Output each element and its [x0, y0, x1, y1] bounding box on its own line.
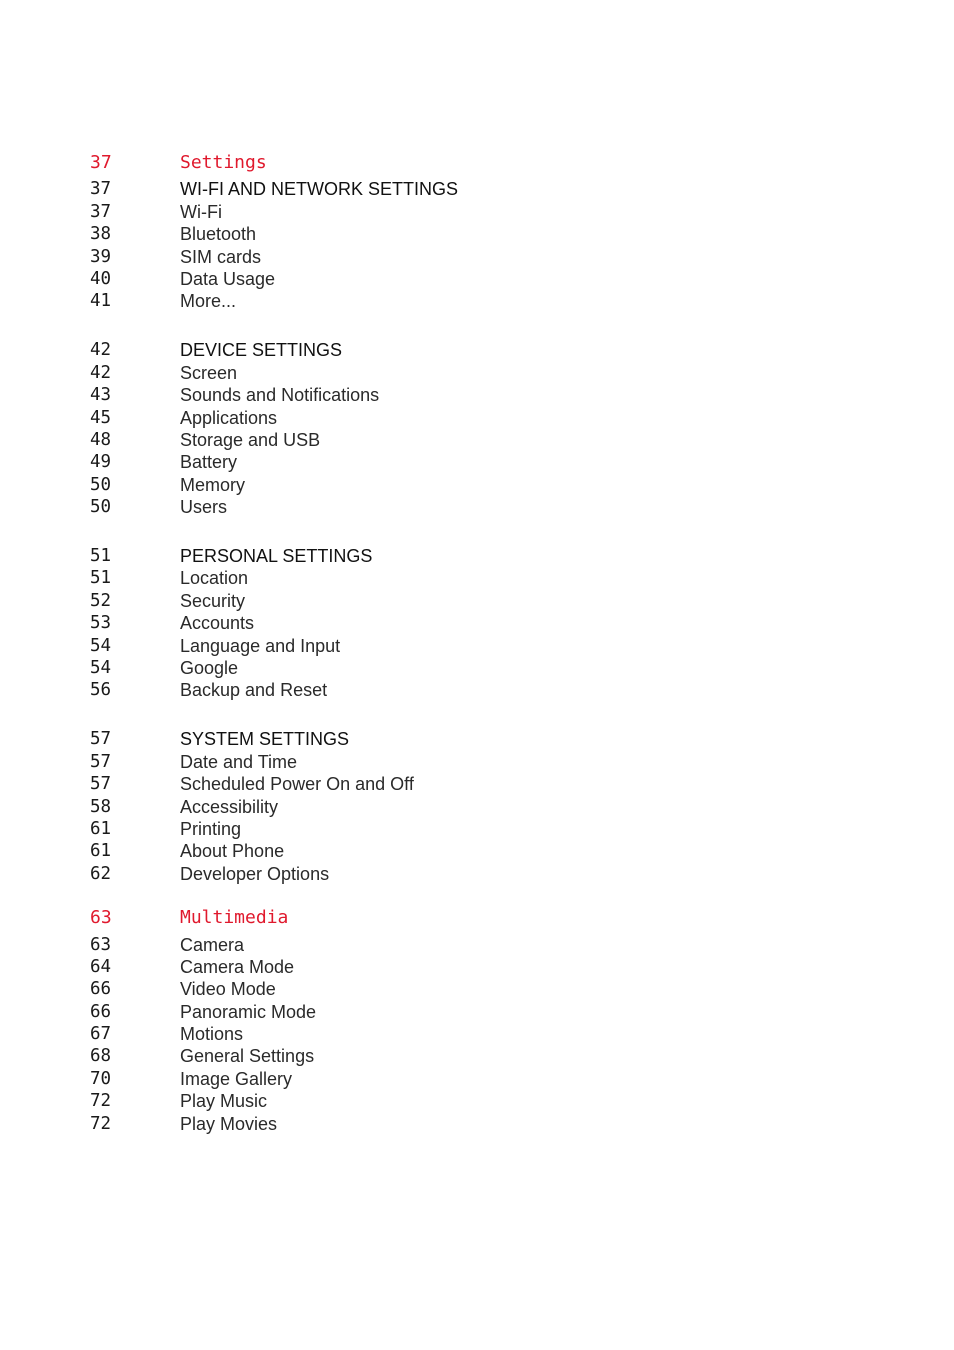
entry-title: About Phone — [180, 841, 285, 862]
entry-page-number: 58 — [90, 796, 112, 817]
entry-page-number: 43 — [90, 385, 112, 406]
toc-section — [90, 728, 890, 885]
toc-entry[interactable] — [90, 590, 890, 612]
section-page-number: 37 — [90, 179, 112, 200]
entry-page-number: 52 — [90, 590, 112, 611]
toc-entry[interactable] — [90, 246, 890, 268]
section-title: DEVICE SETTINGS — [180, 340, 343, 361]
entry-title: Panoramic Mode — [180, 1001, 317, 1022]
entry-page-number: 48 — [90, 429, 112, 450]
section-heading[interactable] — [90, 178, 890, 200]
entry-title: Play Movies — [180, 1113, 278, 1134]
toc-entry[interactable] — [90, 1023, 890, 1045]
entry-title: Date and Time — [180, 751, 298, 772]
chapter-title: Multimedia — [180, 907, 289, 929]
entry-title: Location — [180, 568, 249, 589]
toc-entry[interactable] — [90, 451, 890, 473]
entry-title: Image Gallery — [180, 1068, 293, 1089]
section-page-number: 42 — [90, 340, 112, 361]
entry-title: General Settings — [180, 1046, 315, 1067]
entry-page-number: 68 — [90, 1046, 112, 1067]
entry-title: Wi-Fi — [180, 201, 222, 222]
entry-title: Applications — [180, 407, 278, 428]
toc-entry[interactable] — [90, 362, 890, 384]
entry-title: Memory — [180, 474, 246, 495]
entry-page-number: 66 — [90, 1001, 112, 1022]
entry-title: Video Mode — [180, 979, 276, 1000]
entry-page-number: 57 — [90, 774, 112, 795]
toc-entry[interactable] — [90, 934, 890, 956]
entry-title: Language and Input — [180, 635, 341, 656]
entry-page-number: 72 — [90, 1113, 112, 1134]
toc-entry[interactable] — [90, 1113, 890, 1135]
entry-page-number: 51 — [90, 568, 112, 589]
toc-section — [90, 339, 890, 518]
chapter-heading[interactable] — [90, 152, 890, 174]
entry-page-number: 63 — [90, 934, 112, 955]
toc-entry[interactable] — [90, 679, 890, 701]
entry-page-number: 61 — [90, 818, 112, 839]
entry-page-number: 54 — [90, 658, 112, 678]
toc-entry[interactable] — [90, 1045, 890, 1067]
toc-entry[interactable] — [90, 612, 890, 634]
toc-entry[interactable] — [90, 1001, 890, 1023]
entry-title: Sounds and Notifications — [180, 385, 380, 406]
entry-page-number: 50 — [90, 474, 112, 495]
toc-entry[interactable] — [90, 1090, 890, 1112]
toc-entry[interactable] — [90, 496, 890, 518]
toc-entry[interactable] — [90, 796, 890, 818]
section-page-number: 57 — [90, 729, 112, 750]
toc-entry[interactable] — [90, 863, 890, 885]
chapter-page-number: 63 — [90, 907, 112, 929]
entry-page-number: 39 — [90, 246, 112, 267]
entry-title: Data Usage — [180, 268, 276, 289]
toc-entry[interactable] — [90, 751, 890, 773]
entry-page-number: 37 — [90, 201, 112, 222]
entry-title: More... — [180, 291, 237, 312]
entry-page-number: 40 — [90, 268, 112, 289]
entry-title: Users — [180, 497, 228, 518]
section-title: SYSTEM SETTINGS — [180, 729, 350, 750]
toc-entry[interactable] — [90, 567, 890, 589]
section-heading[interactable] — [90, 728, 890, 750]
entry-page-number: 41 — [90, 291, 112, 312]
chapter-page-number: 37 — [90, 152, 112, 173]
entry-page-number: 57 — [90, 751, 112, 772]
chapter-heading[interactable] — [90, 907, 890, 929]
entry-title: Accessibility — [180, 796, 279, 817]
entry-title: Google — [180, 658, 239, 678]
toc-entry[interactable] — [90, 290, 890, 312]
section-heading[interactable] — [90, 339, 890, 361]
toc-entry[interactable] — [90, 635, 890, 657]
entry-page-number: 49 — [90, 452, 112, 473]
entry-page-number: 54 — [90, 635, 112, 656]
toc-entry[interactable] — [90, 978, 890, 1000]
chapter-title: Settings — [180, 152, 267, 173]
toc-entry[interactable] — [90, 223, 890, 245]
entry-title: Camera Mode — [180, 956, 295, 977]
entry-title: Play Music — [180, 1091, 268, 1112]
section-page-number: 51 — [90, 546, 112, 567]
entry-page-number: 45 — [90, 407, 112, 428]
toc-section — [90, 934, 890, 1136]
entry-title: SIM cards — [180, 246, 262, 267]
entry-title: Scheduled Power On and Off — [180, 774, 414, 795]
entry-page-number: 64 — [90, 956, 112, 977]
entry-title: Camera — [180, 934, 245, 955]
toc-entry[interactable] — [90, 840, 890, 862]
entry-title: Accounts — [180, 613, 255, 634]
toc-entry[interactable] — [90, 773, 890, 795]
section-heading[interactable] — [90, 545, 890, 567]
entry-page-number: 50 — [90, 497, 112, 518]
entry-title: Screen — [180, 362, 238, 383]
toc-entry[interactable] — [90, 818, 890, 840]
toc-entry[interactable] — [90, 384, 890, 406]
section-title: PERSONAL SETTINGS — [180, 546, 373, 567]
entry-title: Developer Options — [180, 863, 330, 884]
entry-page-number: 67 — [90, 1024, 112, 1045]
entry-title: Storage and USB — [180, 429, 321, 450]
entry-title: Battery — [180, 452, 238, 473]
entry-title: Bluetooth — [180, 224, 257, 245]
entry-title: Backup and Reset — [180, 680, 328, 701]
entry-page-number: 53 — [90, 613, 112, 634]
entry-title: Motions — [180, 1024, 244, 1045]
section-title: WI-FI AND NETWORK SETTINGS — [180, 179, 458, 200]
entry-page-number: 66 — [90, 979, 112, 1000]
table-of-contents — [90, 152, 890, 1135]
toc-entry[interactable] — [90, 474, 890, 496]
toc-entry[interactable] — [90, 407, 890, 429]
toc-chapter — [90, 907, 890, 1135]
toc-section — [90, 545, 890, 702]
toc-entry[interactable] — [90, 956, 890, 978]
toc-chapter — [90, 152, 890, 885]
toc-entry[interactable] — [90, 429, 890, 451]
entry-page-number: 42 — [90, 362, 112, 383]
toc-entry[interactable] — [90, 1068, 890, 1090]
entry-page-number: 70 — [90, 1068, 112, 1089]
toc-entry[interactable] — [90, 268, 890, 290]
entry-page-number: 72 — [90, 1091, 112, 1112]
entry-page-number: 56 — [90, 680, 112, 701]
toc-section — [90, 178, 890, 312]
entry-page-number: 61 — [90, 841, 112, 862]
entry-title: Security — [180, 590, 246, 611]
toc-entry[interactable] — [90, 657, 890, 679]
toc-entry[interactable] — [90, 201, 890, 223]
entry-page-number: 38 — [90, 224, 112, 245]
entry-page-number: 62 — [90, 863, 112, 884]
entry-title: Printing — [180, 818, 242, 839]
